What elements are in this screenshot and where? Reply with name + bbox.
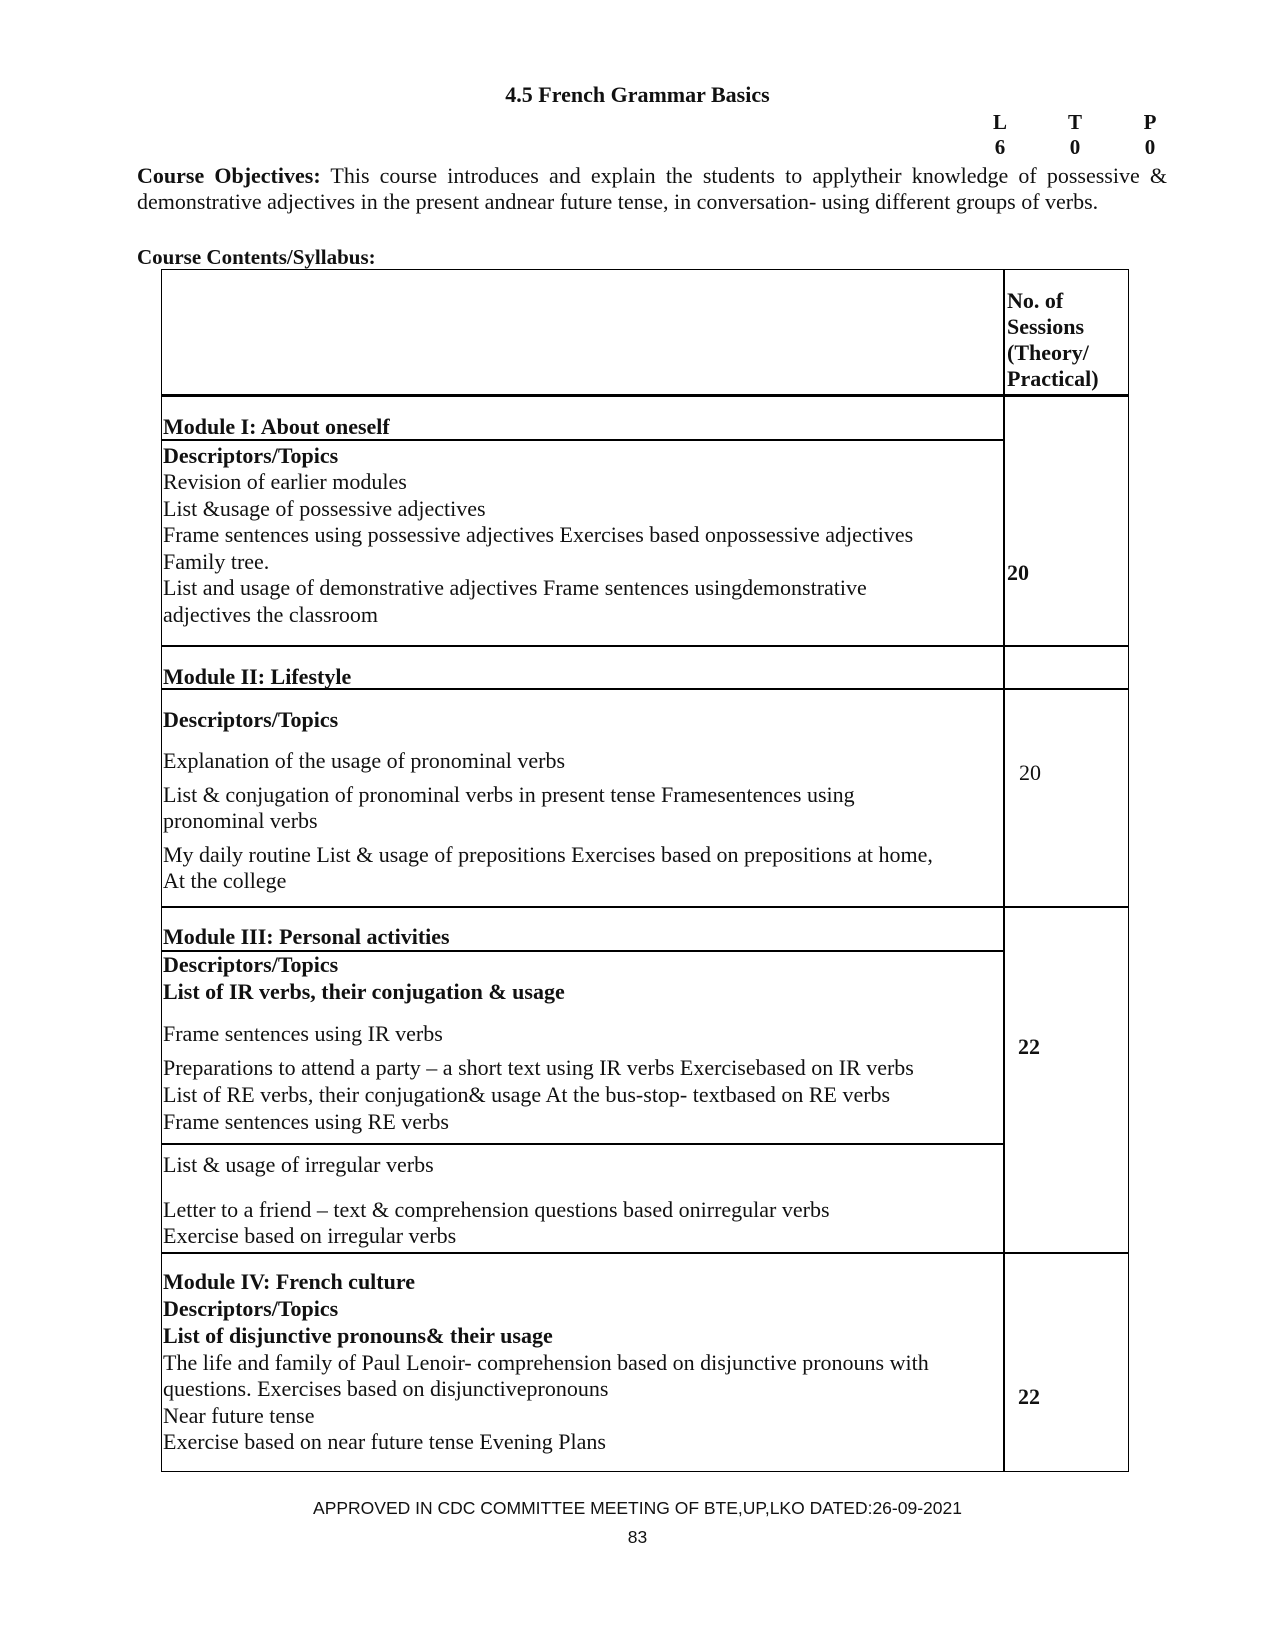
module1-line: adjectives the classroom (163, 602, 379, 627)
module3-line: Preparations to attend a party – a short text using IR verbs Exercisebased on IR verbs (163, 1055, 914, 1080)
module1-line: Frame sentences using possessive adjectives Exercises based onpossessive adjectives (163, 522, 914, 547)
module3-line: Letter to a friend – text & comprehension questions based onirregular verbs (163, 1197, 830, 1222)
module4-subhead: List of disjunctive pronouns& their usage (163, 1323, 553, 1348)
module3-line: Exercise based on irregular verbs (163, 1223, 457, 1248)
module3-title: Module III: Personal activities (163, 924, 450, 949)
ltp-header-t: T (1067, 110, 1082, 134)
module4-title: Module IV: French culture (163, 1269, 415, 1294)
module4-line: questions. Exercises based on disjunctivepronouns (163, 1376, 609, 1401)
approval-footer: APPROVED IN CDC COMMITTEE MEETING OF BTE,UP,LKO DATED:26-09-2021 (313, 1498, 962, 1518)
course-objectives (137, 163, 1167, 215)
module2-line: Explanation of the usage of pronominal verbs (163, 748, 566, 773)
module2-line: pronominal verbs (163, 808, 318, 833)
module2-title: Module II: Lifestyle (163, 664, 352, 689)
module4-sessions-cell (1003, 1252, 1129, 1472)
contents-heading: Course Contents/Syllabus: (137, 245, 376, 269)
ltp-grid (985, 110, 1165, 160)
ltp-header-p: P (1143, 110, 1157, 134)
module1-line: Revision of earlier modules (163, 469, 407, 494)
module1-line: Family tree. (163, 549, 270, 574)
module3-line: Frame sentences using RE verbs (163, 1109, 449, 1134)
module4-line: Exercise based on near future tense Evening Plans (163, 1429, 606, 1454)
module4-descriptors: Descriptors/Topics (163, 1296, 339, 1321)
module2-sessions: 20 (1019, 760, 1041, 785)
objectives-text: This course introduces and explain the students to applytheir knowledge of possessive & demonstrative adjectives in the present andnear future tense, in conversation- using different groups of verbs. (137, 163, 1167, 214)
header-sessions-line2: Sessions (1007, 314, 1085, 339)
module1-line: List &usage of possessive adjectives (163, 496, 486, 521)
module1-title: Module I: About oneself (163, 414, 390, 439)
ltp-value-t: 0 (1069, 135, 1081, 159)
ltp-value-l: 6 (994, 135, 1006, 159)
module1-descriptors: Descriptors/Topics (163, 443, 339, 468)
header-sessions-line1: No. of (1007, 288, 1064, 313)
module1-sessions: 20 (1007, 560, 1029, 585)
header-left-cell (161, 269, 1005, 395)
objectives-label: Course Objectives: (137, 163, 321, 188)
module3-subhead: List of IR verbs, their conjugation & usage (163, 979, 565, 1004)
module4-line: Near future tense (163, 1403, 315, 1428)
module2-descriptors: Descriptors/Topics (163, 707, 339, 732)
page-number: 83 (627, 1527, 648, 1547)
module1-line: List and usage of demonstrative adjectives Frame sentences usingdemonstrative (163, 575, 867, 600)
ltp-value-p: 0 (1144, 135, 1156, 159)
module4-sessions: 22 (1018, 1384, 1040, 1409)
module2-sessions-cell (1003, 688, 1129, 908)
module2-line: List & conjugation of pronominal verbs in present tense Framesentences using (163, 782, 855, 807)
module3-sessions-cell (1003, 906, 1129, 1254)
module3-line: List & usage of irregular verbs (163, 1152, 434, 1177)
module4-line: The life and family of Paul Lenoir- comprehension based on disjunctive pronouns with (163, 1350, 929, 1375)
module1-sessions-cell (1003, 394, 1129, 647)
module3-line: Frame sentences using IR verbs (163, 1021, 443, 1046)
page-title: 4.5 French Grammar Basics (505, 82, 770, 107)
ltp-header-l: L (992, 110, 1007, 134)
module2-title-sessions-cell (1003, 645, 1129, 690)
module2-line: At the college (163, 868, 287, 893)
module3-sessions: 22 (1018, 1034, 1040, 1059)
module3-line: List of RE verbs, their conjugation& usage At the bus-stop- textbased on RE verbs (163, 1082, 891, 1107)
module3-descriptors: Descriptors/Topics (163, 952, 339, 977)
header-sessions-line3: (Theory/ (1007, 340, 1089, 365)
header-sessions-line4: Practical) (1007, 366, 1099, 391)
module2-line: My daily routine List & usage of prepositions Exercises based on prepositions at home, (163, 842, 933, 867)
